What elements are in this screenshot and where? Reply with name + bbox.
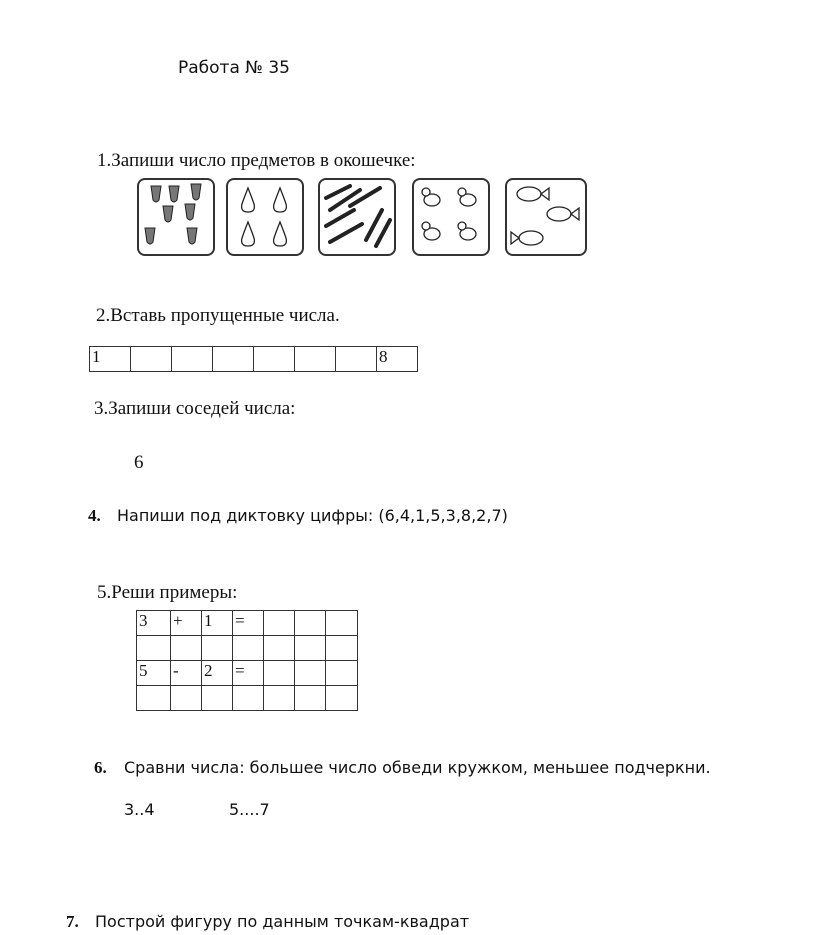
example-cell[interactable]: [295, 636, 326, 661]
cell[interactable]: [131, 347, 172, 372]
cell[interactable]: 8: [377, 347, 418, 372]
task5-heading: 5.Реши примеры:: [97, 582, 238, 603]
strawberry-icon: [139, 180, 213, 254]
example-cell[interactable]: [295, 686, 326, 711]
task2-heading: 2.Вставь пропущенные числа.: [96, 305, 340, 326]
example-cell[interactable]: [233, 686, 264, 711]
fish-box: [505, 178, 587, 256]
example-cell[interactable]: [202, 636, 233, 661]
cell[interactable]: [172, 347, 213, 372]
example-cell[interactable]: =: [233, 611, 264, 636]
example-cell[interactable]: [137, 686, 171, 711]
compare-pair-1: 3..4: [124, 800, 155, 819]
example-cell[interactable]: 5: [137, 661, 171, 686]
strawberry-box: [137, 178, 215, 256]
task6-text: Сравни числа: большее число обведи кружком, меньшее подчеркни.: [124, 758, 711, 777]
example-cell[interactable]: 2: [202, 661, 233, 686]
example-cell[interactable]: [326, 661, 358, 686]
example-cell[interactable]: [264, 686, 295, 711]
example-cell[interactable]: [326, 636, 358, 661]
pear-box: [226, 178, 304, 256]
pencil-icon: [320, 180, 394, 254]
cell[interactable]: [254, 347, 295, 372]
compare-pair-2: 5....7: [229, 800, 270, 819]
task7-text: Построй фигуру по данным точкам-квадрат: [95, 912, 470, 931]
example-cell[interactable]: [233, 636, 264, 661]
example-cell[interactable]: +: [171, 611, 202, 636]
example-cell[interactable]: [264, 611, 295, 636]
examples-table: [136, 610, 358, 711]
example-cell[interactable]: [171, 686, 202, 711]
example-cell[interactable]: -: [171, 661, 202, 686]
task4-number: 4.: [88, 506, 101, 525]
example-cell[interactable]: [295, 661, 326, 686]
example-cell[interactable]: [326, 611, 358, 636]
task1-heading: 1.Запиши число предметов в окошечке:: [97, 150, 416, 171]
task7-number: 7.: [66, 912, 79, 931]
missing-numbers-table: [89, 346, 418, 372]
cell[interactable]: [213, 347, 254, 372]
example-cell[interactable]: 1: [202, 611, 233, 636]
chicken-icon: [414, 180, 488, 254]
pencil-box: [318, 178, 396, 256]
example-cell[interactable]: [171, 636, 202, 661]
task6-number: 6.: [94, 758, 107, 777]
cell[interactable]: 1: [90, 347, 131, 372]
example-cell[interactable]: [264, 661, 295, 686]
task4-text: Напиши под диктовку цифры: (6,4,1,5,3,8,2,7): [117, 506, 508, 525]
cell[interactable]: [336, 347, 377, 372]
fish-icon: [507, 180, 585, 254]
neighbor-number: 6: [134, 452, 144, 473]
task3-heading: 3.Запиши соседей числа:: [94, 398, 296, 419]
example-cell[interactable]: [295, 611, 326, 636]
example-cell[interactable]: =: [233, 661, 264, 686]
pear-icon: [228, 180, 302, 254]
page-title: Работа № 35: [178, 58, 290, 78]
cell[interactable]: [295, 347, 336, 372]
example-cell[interactable]: [202, 686, 233, 711]
chicken-box: [412, 178, 490, 256]
example-cell[interactable]: [264, 636, 295, 661]
example-cell[interactable]: [137, 636, 171, 661]
example-cell[interactable]: [326, 686, 358, 711]
example-cell[interactable]: 3: [137, 611, 171, 636]
